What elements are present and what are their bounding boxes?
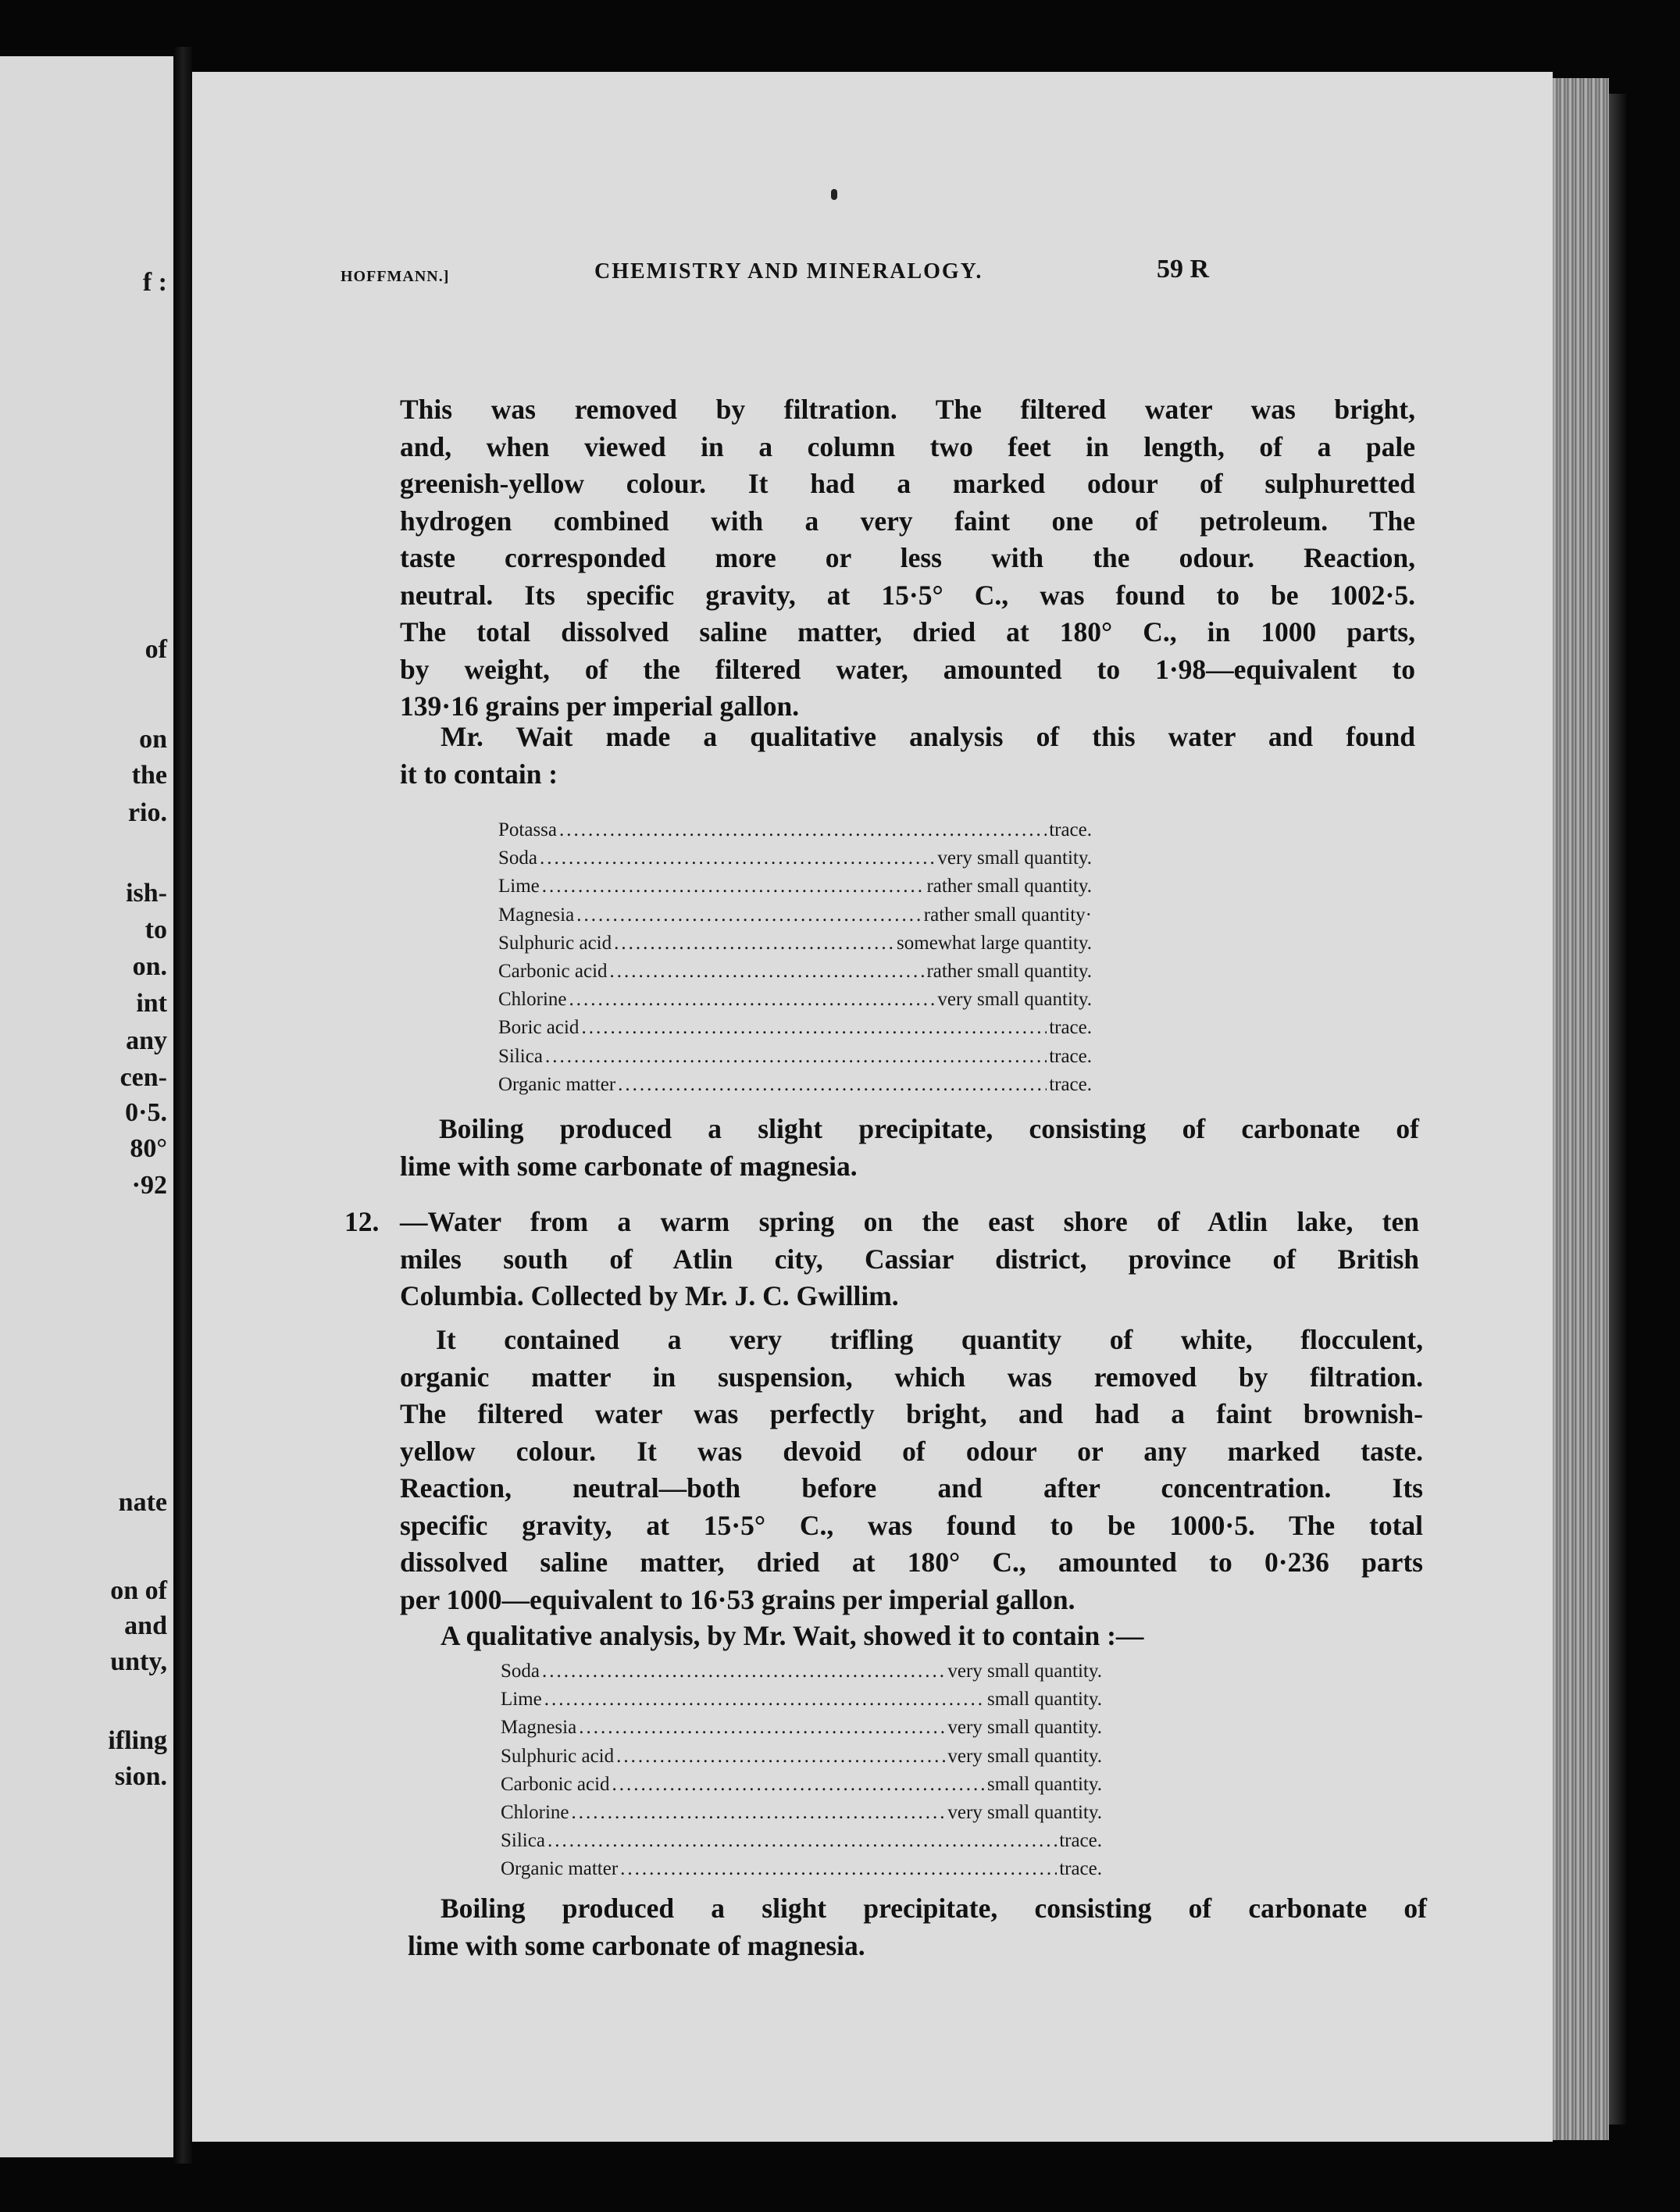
text-line: hydrogen combined with a very faint one of petroleum. The bbox=[400, 505, 1415, 537]
analysis-table-1 bbox=[498, 816, 1092, 1099]
leader-dots bbox=[540, 844, 935, 872]
text-line: and, when viewed in a column two feet in length, of a pale bbox=[400, 430, 1415, 462]
constituent-name: Silica bbox=[501, 1830, 545, 1852]
constituent-name: Carbonic acid bbox=[498, 961, 608, 983]
left-page-text-fragment: ·92 bbox=[131, 1171, 167, 1200]
constituent-quantity: rather small quantity. bbox=[926, 876, 1092, 897]
book-gutter bbox=[173, 47, 192, 2164]
constituent-name: Sulphuric acid bbox=[501, 1745, 615, 1767]
leader-dots bbox=[576, 901, 922, 929]
text-line: miles south of Atlin city, Cassiar district, province of British bbox=[400, 1243, 1419, 1275]
section-12-heading bbox=[400, 1204, 1419, 1315]
text-line: 139·16 grains per imperial gallon. bbox=[400, 690, 800, 722]
constituent-name: Chlorine bbox=[498, 989, 567, 1011]
intro-paragraph bbox=[400, 391, 1415, 726]
leader-dots bbox=[616, 1743, 945, 1771]
analysis-intro-2: A qualitative analysis, by Mr. Wait, showed it to contain :— bbox=[441, 1620, 1144, 1651]
table-row bbox=[501, 1855, 1102, 1883]
left-page-text-fragment: 80° bbox=[130, 1134, 167, 1163]
leader-dots bbox=[618, 1071, 1047, 1099]
left-page-text-fragment: on. bbox=[132, 952, 167, 981]
boiling-paragraph-2 bbox=[408, 1890, 1427, 1964]
constituent-quantity: very small quantity. bbox=[947, 1745, 1102, 1767]
leader-dots bbox=[542, 872, 925, 901]
text-line: lime with some carbonate of magnesia. bbox=[408, 1929, 865, 1961]
constituent-quantity: small quantity. bbox=[987, 1773, 1102, 1795]
constituent-quantity: very small quantity. bbox=[947, 1802, 1102, 1824]
constituent-quantity: very small quantity. bbox=[947, 1661, 1102, 1682]
text-line: Boiling produced a slight precipitate, consisting of carbonate of bbox=[441, 1893, 1427, 1924]
constituent-name: Carbonic acid bbox=[501, 1773, 610, 1795]
leader-dots bbox=[545, 1043, 1047, 1071]
running-head-author: HOFFMANN.] bbox=[341, 268, 450, 285]
table-row bbox=[501, 1714, 1102, 1742]
text-line: This was removed by filtration. The filtered water was bright, bbox=[400, 394, 1415, 425]
book-cover-edge bbox=[1609, 94, 1626, 2125]
left-page-fragment bbox=[0, 56, 173, 2157]
text-line: greenish-yellow colour. It had a marked odour of sulphuretted bbox=[400, 468, 1415, 499]
constituent-name: Chlorine bbox=[501, 1802, 569, 1824]
table-row bbox=[498, 1014, 1092, 1042]
table-row bbox=[498, 929, 1092, 958]
table-row bbox=[498, 1071, 1092, 1099]
table-row bbox=[501, 1686, 1102, 1714]
table-row bbox=[501, 1827, 1102, 1855]
left-page-text-fragment: nate bbox=[118, 1488, 167, 1517]
constituent-quantity: somewhat large quantity. bbox=[897, 932, 1092, 954]
text-line: lime with some carbonate of magnesia. bbox=[400, 1150, 858, 1182]
book-page bbox=[192, 72, 1553, 2142]
constituent-name: Sulphuric acid bbox=[498, 932, 612, 954]
text-line: Columbia. Collected by Mr. J. C. Gwillim. bbox=[400, 1280, 899, 1311]
table-row bbox=[498, 816, 1092, 844]
leader-dots bbox=[572, 1799, 946, 1827]
section-number: 12. bbox=[344, 1206, 380, 1237]
constituent-quantity: very small quantity. bbox=[937, 989, 1092, 1011]
page-number: 59 R bbox=[1157, 255, 1210, 284]
text-line: —Water from a warm spring on the east shore of Atlin lake, ten bbox=[400, 1206, 1419, 1237]
left-page-text-fragment: of bbox=[144, 635, 167, 664]
constituent-name: Soda bbox=[498, 847, 537, 869]
constituent-name: Potassa bbox=[498, 819, 557, 840]
constituent-quantity: trace. bbox=[1059, 1830, 1102, 1852]
left-page-text-fragment: rio. bbox=[127, 798, 167, 827]
left-page-text-fragment: ifling bbox=[108, 1726, 167, 1755]
leader-dots bbox=[612, 1771, 985, 1799]
leader-dots bbox=[548, 1827, 1057, 1855]
table-row bbox=[498, 872, 1092, 901]
analysis-intro-1 bbox=[400, 719, 1415, 793]
table-row bbox=[501, 1657, 1102, 1686]
left-page-text-fragment: cen- bbox=[119, 1063, 167, 1092]
leader-dots bbox=[579, 1714, 945, 1742]
text-line: per 1000—equivalent to 16·53 grains per imperial gallon. bbox=[400, 1583, 1075, 1615]
left-page-text-fragment: unty, bbox=[110, 1647, 167, 1676]
analysis-table-2 bbox=[501, 1657, 1102, 1884]
constituent-name: Silica bbox=[498, 1045, 543, 1067]
leader-dots bbox=[542, 1657, 945, 1686]
left-page-text-fragment: ish- bbox=[126, 879, 167, 908]
left-page-text-fragment: on of bbox=[110, 1576, 167, 1605]
left-page-text-fragment: any bbox=[126, 1026, 167, 1055]
text-line: taste corresponded more or less with the odour. Reaction, bbox=[400, 542, 1415, 573]
constituent-name: Organic matter bbox=[501, 1858, 619, 1880]
leader-dots bbox=[610, 958, 925, 986]
constituent-name: Lime bbox=[498, 876, 540, 897]
text-line: specific gravity, at 15·5° C., was found to be 1000·5. The total bbox=[400, 1509, 1423, 1541]
text-line: Reaction, neutral—both before and after concentration. Its bbox=[400, 1472, 1423, 1504]
left-page-text-fragment: int bbox=[136, 989, 167, 1018]
left-page-text-fragment: f : bbox=[142, 268, 167, 297]
leader-dots bbox=[559, 816, 1047, 844]
text-line: It contained a very trifling quantity of white, flocculent, bbox=[436, 1324, 1423, 1355]
constituent-quantity: very small quantity. bbox=[937, 847, 1092, 869]
text-line: Mr. Wait made a qualitative analysis of this water and found bbox=[441, 721, 1415, 752]
constituent-quantity: trace. bbox=[1049, 1073, 1092, 1095]
constituent-name: Lime bbox=[501, 1689, 542, 1711]
running-head-title: CHEMISTRY AND MINERALOGY. bbox=[594, 259, 983, 284]
constituent-name: Boric acid bbox=[498, 1017, 580, 1039]
constituent-quantity: trace. bbox=[1059, 1858, 1102, 1880]
leader-dots bbox=[614, 929, 894, 958]
paragraph-2 bbox=[400, 1322, 1423, 1618]
left-page-text-fragment: on bbox=[139, 725, 167, 754]
boiling-paragraph-1 bbox=[400, 1111, 1419, 1185]
constituent-quantity: very small quantity. bbox=[947, 1717, 1102, 1739]
constituent-quantity: rather small quantity. bbox=[926, 961, 1092, 983]
leader-dots bbox=[569, 986, 936, 1014]
leader-dots bbox=[544, 1686, 985, 1714]
left-page-text-fragment: the bbox=[131, 761, 167, 790]
table-row bbox=[501, 1799, 1102, 1827]
table-row bbox=[498, 986, 1092, 1014]
table-row bbox=[498, 901, 1092, 929]
constituent-name: Organic matter bbox=[498, 1073, 616, 1095]
constituent-name: Magnesia bbox=[498, 904, 575, 926]
table-row bbox=[501, 1743, 1102, 1771]
left-page-text-fragment: and bbox=[124, 1611, 167, 1640]
constituent-quantity: rather small quantity· bbox=[923, 904, 1092, 926]
table-row bbox=[498, 958, 1092, 986]
constituent-quantity: trace. bbox=[1049, 819, 1092, 840]
constituent-quantity: trace. bbox=[1049, 1045, 1092, 1067]
table-row bbox=[501, 1771, 1102, 1799]
constituent-name: Soda bbox=[501, 1661, 540, 1682]
text-line: it to contain : bbox=[400, 758, 558, 790]
text-line: neutral. Its specific gravity, at 15·5° C., was found to be 1002·5. bbox=[400, 579, 1415, 611]
text-line: yellow colour. It was devoid of odour or any marked taste. bbox=[400, 1435, 1423, 1467]
leader-dots bbox=[620, 1855, 1057, 1883]
leader-dots bbox=[581, 1014, 1047, 1042]
constituent-name: Magnesia bbox=[501, 1717, 577, 1739]
text-line: dissolved saline matter, dried at 180° C., amounted to 0·236 parts bbox=[400, 1547, 1423, 1578]
text-line: The filtered water was perfectly bright, and had a faint brownish- bbox=[400, 1398, 1423, 1429]
text-line: Boiling produced a slight precipitate, consisting of carbonate of bbox=[439, 1113, 1419, 1144]
page-mark bbox=[831, 189, 837, 200]
constituent-quantity: small quantity. bbox=[987, 1689, 1102, 1711]
left-page-text-fragment: sion. bbox=[114, 1762, 167, 1791]
constituent-quantity: trace. bbox=[1049, 1017, 1092, 1039]
table-row bbox=[498, 844, 1092, 872]
text-line: organic matter in suspension, which was removed by filtration. bbox=[400, 1361, 1423, 1393]
text-line: The total dissolved saline matter, dried at 180° C., in 1000 parts, bbox=[400, 616, 1415, 648]
left-page-text-fragment: to bbox=[144, 915, 167, 944]
text-line: by weight, of the filtered water, amounted to 1·98—equivalent to bbox=[400, 653, 1415, 685]
left-page-text-fragment: 0·5. bbox=[125, 1098, 167, 1127]
table-row bbox=[498, 1043, 1092, 1071]
page-edges bbox=[1553, 78, 1609, 2140]
